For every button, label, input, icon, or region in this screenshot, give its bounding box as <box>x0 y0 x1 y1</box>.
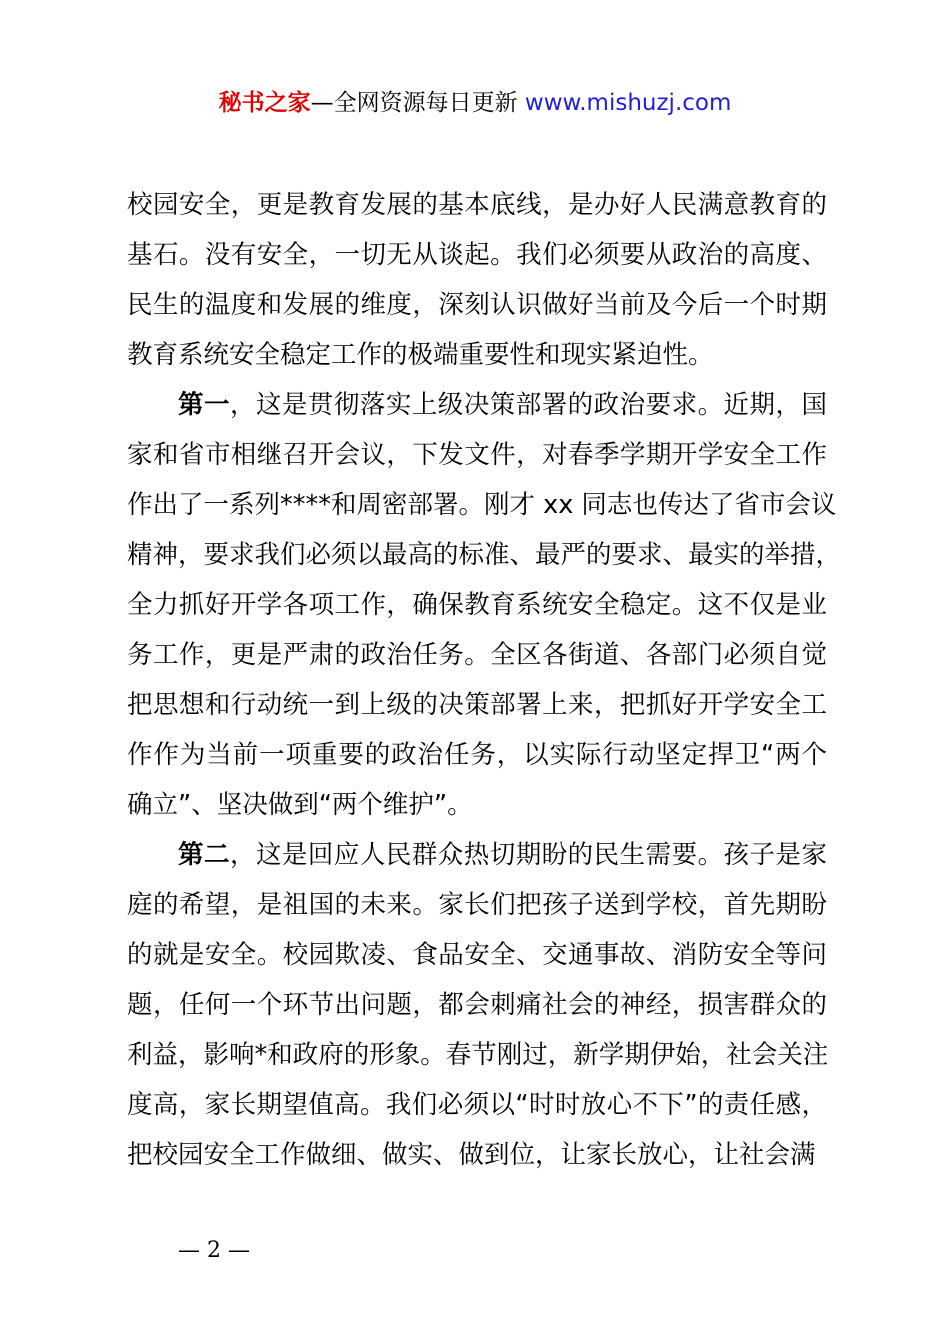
site-header <box>0 86 950 120</box>
paragraph-3-line-4: 题，任何一个环节出问题，都会刺痛社会的神经，损害群众的 <box>127 990 827 1020</box>
site-url-link[interactable]: www.mishuzj.com <box>524 90 732 116</box>
header-slogan: —全网资源每日更新 <box>310 90 518 116</box>
document-body <box>127 180 842 1180</box>
paragraph-1-line-3: 民生的温度和发展的维度，深刻认识做好当前及今后一个时期 <box>127 290 827 320</box>
paragraph-3-line-3: 的就是安全。校园欺凌、食品安全、交通事故、消防安全等问 <box>127 940 827 970</box>
paragraph-1-line-2: 基石。没有安全，一切无从谈起。我们必须要从政治的高度、 <box>127 240 827 270</box>
paragraph-3-line-2: 庭的希望，是祖国的未来。家长们把孩子送到学校，首先期盼 <box>127 890 827 920</box>
paragraph-2-line-9: 确立”、坚决做到“两个维护”。 <box>127 790 473 820</box>
paragraph-2-line-1-text: ，这是贯彻落实上级决策部署的政治要求。近期，国 <box>229 390 827 420</box>
page-number: — 2 — <box>178 1238 250 1263</box>
paragraph-2-line-4: 精神，要求我们必须以最高的标准、最严的要求、最实的举措， <box>127 540 842 570</box>
paragraph-2-line-6: 务工作，更是严肃的政治任务。全区各街道、各部门必须自觉 <box>127 640 827 670</box>
paragraph-2-lead: 第一 <box>178 390 230 420</box>
paragraph-2-line-1 <box>127 380 827 430</box>
paragraph-2-line-3: 作出了一系列****和周密部署。刚才 xx 同志也传达了省市会议 <box>127 490 837 520</box>
brand-name: 秘书之家 <box>218 90 311 116</box>
paragraph-3-line-5: 利益，影响*和政府的形象。春节刚过，新学期伊始，社会关注 <box>127 1040 829 1070</box>
paragraph-2-line-5: 全力抓好开学各项工作，确保教育系统安全稳定。这不仅是业 <box>127 590 827 620</box>
paragraph-3-lead: 第二 <box>178 840 230 870</box>
paragraph-3-line-6: 度高，家长期望值高。我们必须以“时时放心不下”的责任感， <box>127 1090 827 1120</box>
paragraph-3-line-1-text: ，这是回应人民群众热切期盼的民生需要。孩子是家 <box>229 840 827 870</box>
paragraph-2-line-2: 家和省市相继召开会议，下发文件，对春季学期开学安全工作 <box>127 440 827 470</box>
paragraph-2-line-8: 作作为当前一项重要的政治任务，以实际行动坚定捍卫“两个 <box>127 740 827 770</box>
paragraph-2-line-7: 把思想和行动统一到上级的决策部署上来，把抓好开学安全工 <box>127 690 827 720</box>
paragraph-3-line-7: 把校园安全工作做细、做实、做到位，让家长放心，让社会满 <box>127 1140 816 1170</box>
paragraph-1-line-4: 教育系统安全稳定工作的极端重要性和现实紧迫性。 <box>127 340 714 370</box>
paragraph-1-line-1: 校园安全，更是教育发展的基本底线，是办好人民满意教育的 <box>127 190 827 220</box>
paragraph-3-line-1 <box>127 830 827 880</box>
